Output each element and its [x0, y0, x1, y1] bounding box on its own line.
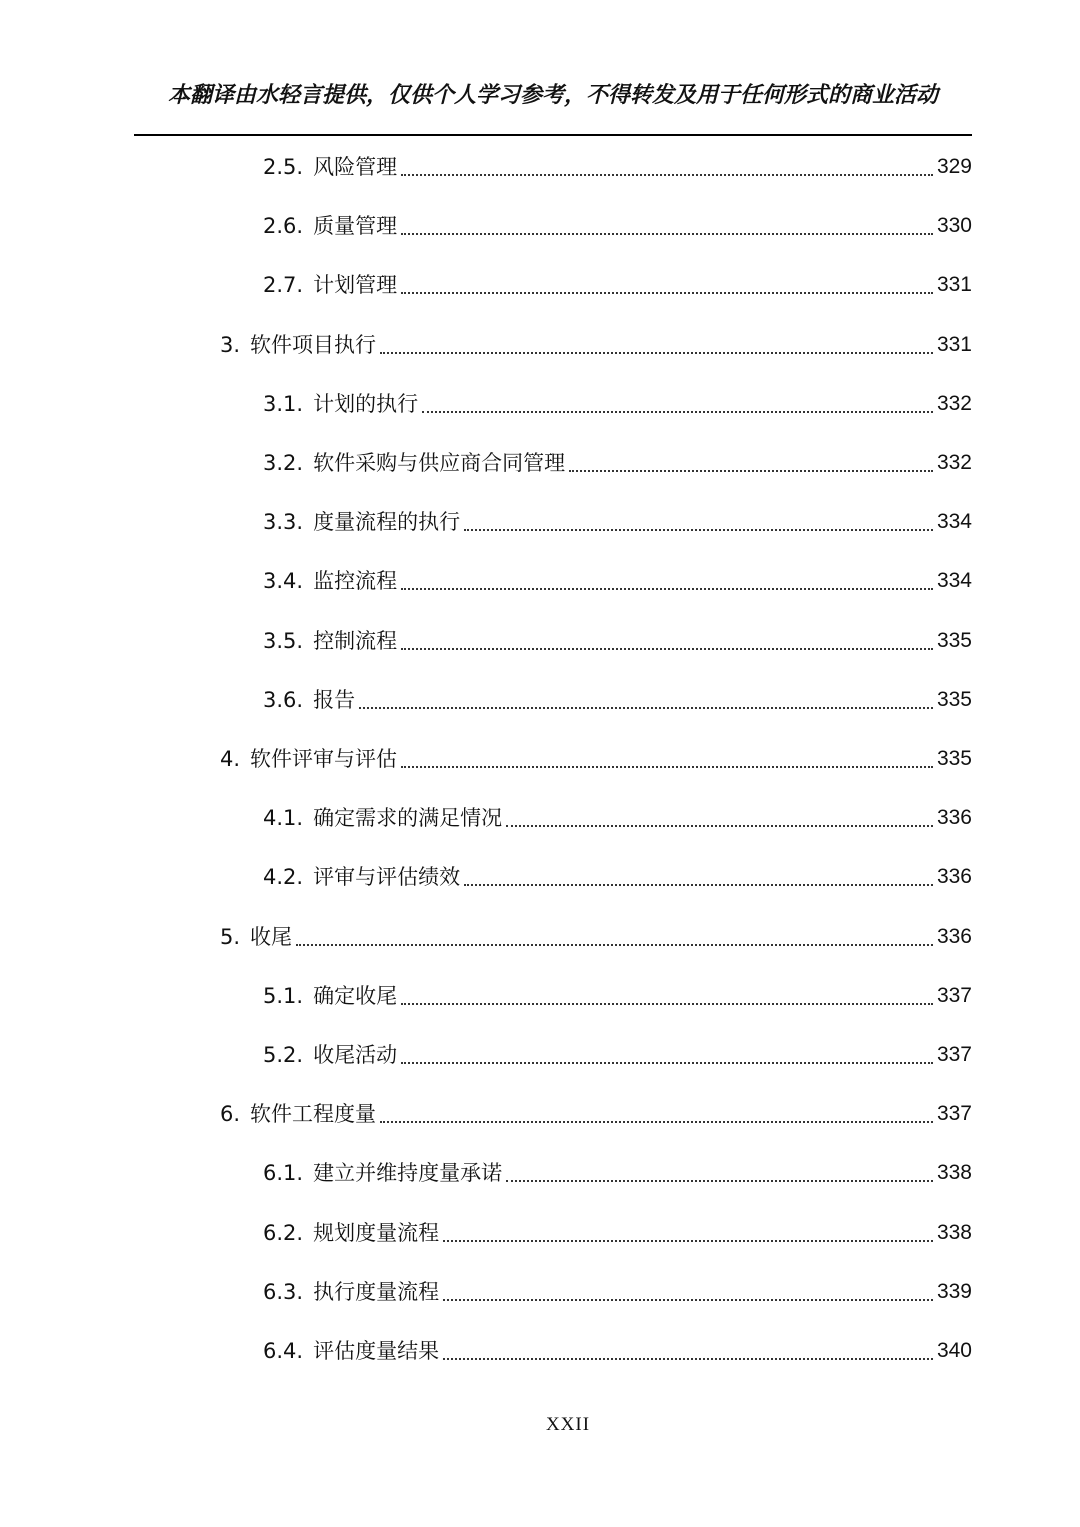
toc-entry-page: 331: [936, 273, 972, 297]
toc-entry-page: 329: [936, 155, 972, 178]
toc-entry-page: 338: [936, 1220, 972, 1244]
toc-entry-number: 4.2.: [263, 865, 304, 890]
toc-dot-leader: [296, 944, 933, 946]
toc-entry[interactable]: [263, 145, 972, 189]
toc-entry[interactable]: [263, 559, 972, 603]
toc-entry[interactable]: [263, 500, 972, 544]
toc-dot-leader: [464, 529, 933, 531]
toc-dot-leader: [422, 411, 933, 413]
toc-entry[interactable]: [220, 323, 972, 367]
toc-entry[interactable]: [263, 441, 972, 485]
toc-entry-number: 3.1.: [263, 391, 304, 416]
toc-entry-title: 度量流程的执行: [313, 510, 461, 535]
toc-entry-page: 331: [936, 332, 972, 356]
toc-entry-number: 6.4.: [263, 1339, 304, 1363]
toc-dot-leader: [401, 174, 933, 176]
toc-entry-page: 332: [936, 451, 972, 474]
toc-dot-leader: [401, 1003, 933, 1005]
toc-entry-page: 330: [936, 214, 972, 238]
toc-entry-number: 3.6.: [263, 687, 304, 712]
toc-dot-leader: [443, 1358, 933, 1360]
toc-entry-title: 软件采购与供应商合同管理: [313, 451, 566, 475]
toc-entry-title: 计划管理: [313, 273, 398, 298]
toc-entry[interactable]: [220, 1092, 972, 1136]
toc-entry-number: 5.2.: [263, 1043, 304, 1067]
toc-dot-leader: [569, 470, 933, 472]
page-header: 本翻译由水轻言提供，仅供个人学习参考，不得转发及用于任何形式的商业活动: [167, 83, 938, 108]
toc-entry-number: 2.7.: [263, 273, 304, 298]
toc-entry-title: 风险管理: [313, 155, 398, 179]
toc-entry-title: 软件工程度量: [250, 1102, 377, 1127]
toc-entry-number: 3.4.: [263, 569, 304, 594]
toc-dot-leader: [380, 1121, 933, 1123]
toc-entry-title: 评审与评估绩效: [313, 865, 461, 890]
toc-entry-title: 执行度量流程: [313, 1279, 440, 1304]
toc-dot-leader: [401, 1062, 933, 1064]
toc-dot-leader: [380, 352, 933, 354]
toc-entry-page: 335: [936, 628, 972, 652]
toc-dot-leader: [401, 233, 933, 235]
toc-entry-number: 3.5.: [263, 628, 304, 653]
toc-entry-number: 3.3.: [263, 510, 304, 535]
toc-dot-leader: [401, 648, 933, 650]
toc-entry-page: 332: [936, 391, 972, 415]
toc-entry[interactable]: [263, 1270, 972, 1314]
toc-dot-leader: [506, 825, 933, 827]
toc-entry-page: 334: [936, 510, 972, 534]
toc-entry-number: 6.2.: [263, 1220, 304, 1245]
toc-entry-number: 6.1.: [263, 1161, 304, 1186]
toc-entry-title: 报告: [313, 687, 356, 712]
toc-entry-title: 收尾活动: [313, 1043, 398, 1067]
toc-entry-page: 336: [936, 806, 972, 830]
toc-entry-number: 2.5.: [263, 155, 304, 179]
toc-entry-title: 计划的执行: [313, 391, 419, 416]
toc-dot-leader: [464, 884, 933, 886]
toc-entry[interactable]: [263, 263, 972, 307]
toc-entry-title: 确定需求的满足情况: [313, 806, 503, 831]
toc-entry[interactable]: [263, 974, 972, 1018]
toc-entry-page: 337: [936, 1043, 972, 1066]
toc-entry[interactable]: [263, 1329, 972, 1373]
toc-entry-page: 335: [936, 747, 972, 770]
toc-entry-title: 控制流程: [313, 628, 398, 653]
toc-dot-leader: [506, 1180, 933, 1182]
toc-entry[interactable]: [263, 678, 972, 722]
toc-entry[interactable]: [263, 1033, 972, 1077]
toc-entry[interactable]: [263, 382, 972, 426]
toc-entry-title: 质量管理: [313, 214, 398, 239]
toc-entry-number: 6.3.: [263, 1279, 304, 1304]
toc-entry-page: 338: [936, 1161, 972, 1185]
toc-dot-leader: [401, 588, 933, 590]
toc-entry[interactable]: [263, 796, 972, 840]
toc-entry-title: 软件评审与评估: [250, 747, 398, 771]
toc-entry-number: 5.1.: [263, 983, 304, 1008]
toc-entry-number: 3.2.: [263, 451, 304, 475]
toc-entry-page: 336: [936, 924, 972, 948]
toc-entry[interactable]: [263, 855, 972, 899]
toc-entry-page: 336: [936, 865, 972, 889]
toc-entry[interactable]: [220, 915, 972, 959]
toc-entry-page: 339: [936, 1279, 972, 1303]
toc-entry-number: 5.: [220, 924, 241, 949]
toc-dot-leader: [359, 707, 933, 709]
toc-dot-leader: [401, 766, 933, 768]
toc-entry-page: 335: [936, 687, 972, 711]
toc-entry-title: 建立并维持度量承诺: [313, 1161, 503, 1186]
page-number: XXII: [545, 1414, 591, 1435]
toc-entry-title: 收尾: [250, 924, 293, 949]
toc-entry[interactable]: [263, 1211, 972, 1255]
toc-entry-number: 2.6.: [263, 214, 304, 239]
toc-entry-page: 334: [936, 569, 972, 593]
toc-entry-title: 监控流程: [313, 569, 398, 594]
toc-entry-page: 340: [936, 1339, 972, 1362]
toc-entry-title: 规划度量流程: [313, 1220, 440, 1245]
toc-entry-title: 评估度量结果: [313, 1339, 440, 1363]
toc-dot-leader: [401, 292, 933, 294]
toc-entry-title: 确定收尾: [313, 983, 398, 1008]
toc-dot-leader: [443, 1240, 933, 1242]
toc-entry-number: 6.: [220, 1102, 241, 1127]
toc-entry[interactable]: [263, 204, 972, 248]
toc-entry-page: 337: [936, 983, 972, 1007]
toc-entry-page: 337: [936, 1102, 972, 1126]
toc-entry-number: 3.: [220, 332, 241, 357]
toc-entry-number: 4.: [220, 747, 241, 771]
header-divider: [134, 134, 972, 136]
toc-entry[interactable]: [263, 1151, 972, 1195]
toc-dot-leader: [443, 1299, 933, 1301]
toc-entry[interactable]: [263, 619, 972, 663]
toc-entry-title: 软件项目执行: [250, 332, 377, 357]
toc-entry[interactable]: [220, 737, 972, 781]
toc-entry-number: 4.1.: [263, 806, 304, 831]
